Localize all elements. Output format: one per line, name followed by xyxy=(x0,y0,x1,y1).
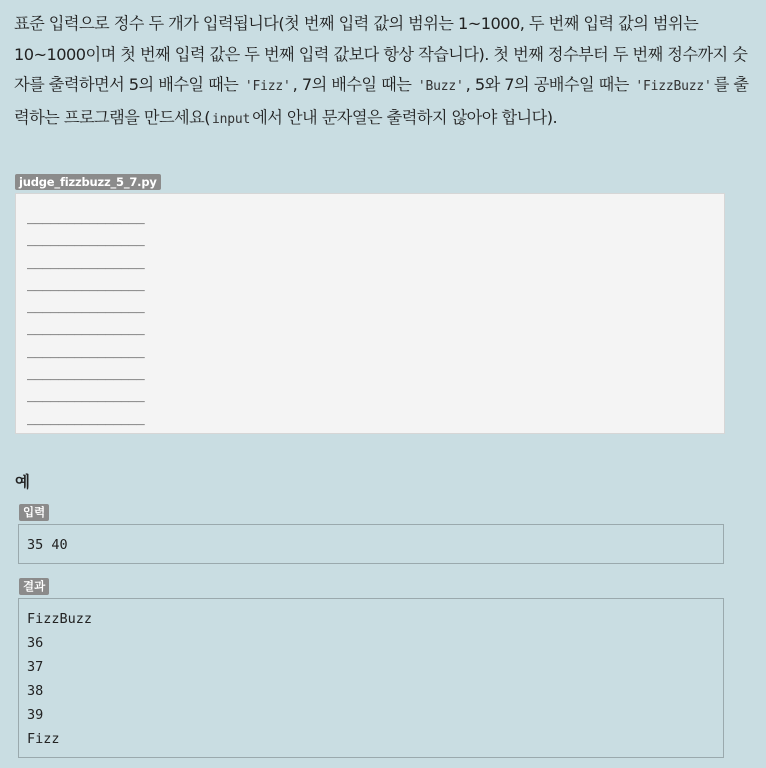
code-fizz: 'Fizz' xyxy=(244,79,291,94)
output-label: 결과 xyxy=(19,578,49,595)
code-blank-line-3[interactable]: _______________ xyxy=(27,253,145,270)
code-blank-line-1[interactable]: _______________ xyxy=(27,209,145,225)
example-output-line-5: 39 xyxy=(27,707,44,723)
code-blank-line-9[interactable]: _______________ xyxy=(27,387,145,404)
problem-text-5: 에서 안내 문자열은 출력하지 않아야 합니다). xyxy=(252,107,558,127)
example-output-box xyxy=(18,598,724,758)
example-input-box xyxy=(18,524,724,564)
code-blank-line-4[interactable]: _______________ xyxy=(27,275,145,292)
example-output-line-4: 38 xyxy=(27,683,44,699)
code-blank-line-5[interactable]: _______________ xyxy=(27,298,145,315)
problem-text-3: , 5와 7의 공배수일 때는 xyxy=(465,75,634,94)
example-output-line-6: Fizz xyxy=(27,731,60,747)
problem-text-1: 표준 입력으로 정수 두 개가 입력됩니다(첫 번째 입력 값의 범위는 1~1000, 두 번째 입력 값의 범위는 10~1000이며 첫 번째 입력 값은 두 번째 입력 값보다 항상 작습니다). 첫 번째 정수부터 두 번째 정수까지 숫자를 출력하면서 5의 배수일 때는 xyxy=(14,14,748,94)
problem-text-4: 를 출력하는 프로그램을 만드세요( xyxy=(14,75,749,127)
code-blank-line-8[interactable]: _______________ xyxy=(27,365,145,382)
code-blank-line-10[interactable]: _______________ xyxy=(27,409,145,426)
code-editor[interactable] xyxy=(15,193,725,434)
example-output-line-2: 36 xyxy=(27,635,44,651)
input-label: 입력 xyxy=(19,504,49,521)
example-output-line-3: 37 xyxy=(27,659,44,675)
code-buzz: 'Buzz' xyxy=(417,79,464,94)
problem-text-2: , 7의 배수일 때는 xyxy=(292,75,416,94)
code-blank-line-7[interactable]: _______________ xyxy=(27,342,145,359)
example-input-line: 35 40 xyxy=(27,537,68,553)
example-heading: 예 xyxy=(15,473,30,491)
code-fizzbuzz: 'FizzBuzz' xyxy=(635,79,712,94)
code-blank-line-2[interactable]: _______________ xyxy=(27,231,145,248)
code-blank-line-6[interactable]: _______________ xyxy=(27,320,145,337)
problem-statement xyxy=(14,9,754,135)
code-input: input xyxy=(212,111,251,127)
file-name-tag: judge_fizzbuzz_5_7.py xyxy=(15,174,161,190)
example-output-line-1: FizzBuzz xyxy=(27,611,93,627)
